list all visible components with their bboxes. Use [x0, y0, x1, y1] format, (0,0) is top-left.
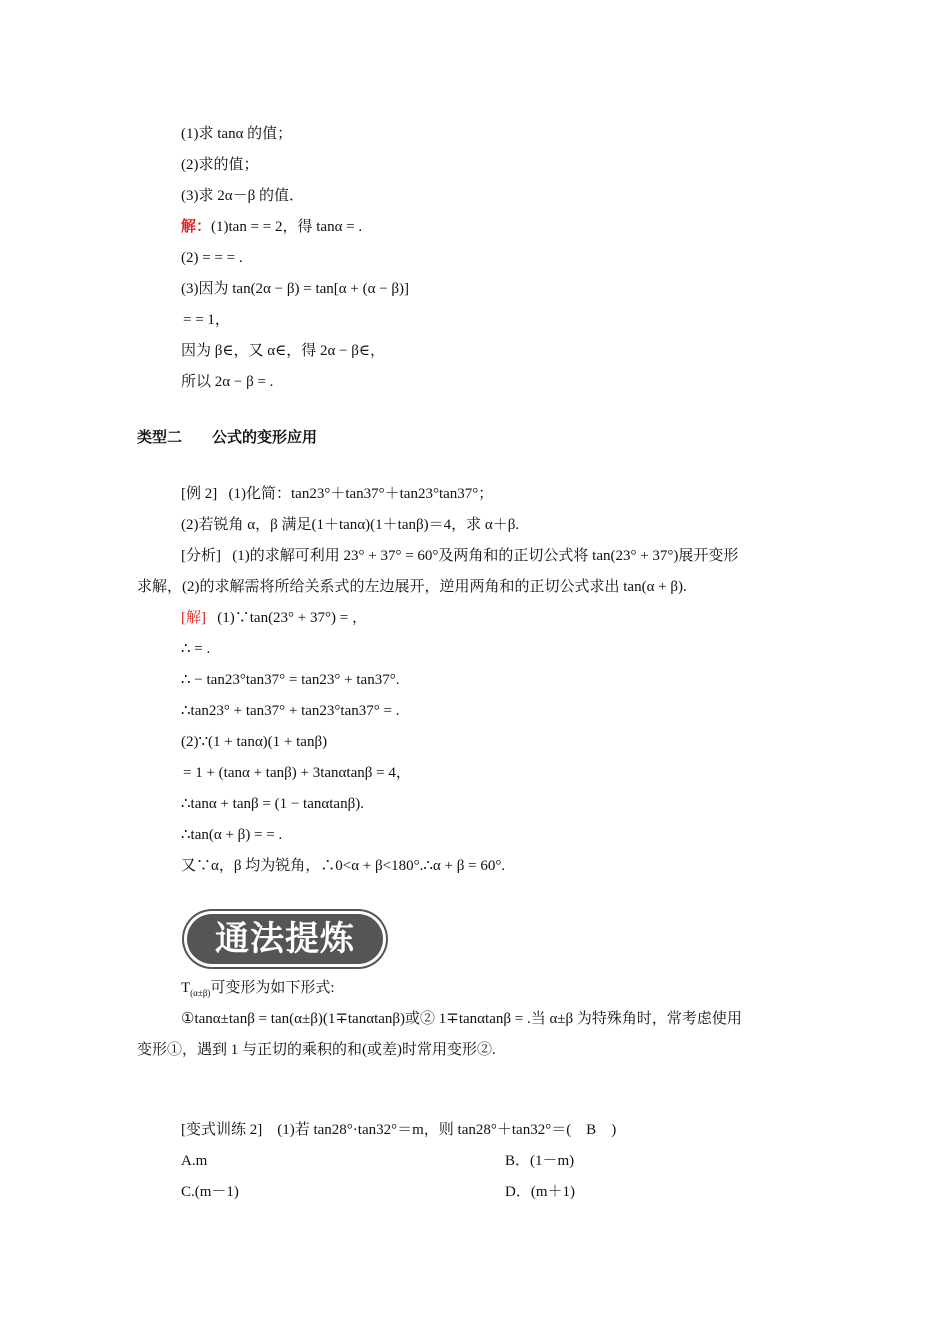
solution-3b: = = 1，: [183, 312, 230, 328]
section-title: 类型二 公式的变形应用: [137, 429, 318, 446]
question-2: (2)求的值；: [181, 157, 259, 173]
question-1: (1)求 tanα 的值；: [181, 126, 293, 142]
analysis-line-1: [181, 546, 738, 566]
solution-1-line: [181, 217, 362, 237]
exercise-2-question: [变式训练 2] (1)若 tan28°·tan32°＝m，则 tan28°＋tan32°＝( B ): [181, 1122, 617, 1138]
analysis-text-1: (1)的求解可利用 23° + 37° = 60°及两角和的正切公式将 tan(23° + 37°)展开变形: [232, 548, 739, 564]
option-a: A.m: [181, 1153, 208, 1169]
option-b: B．(1－m): [505, 1153, 575, 1169]
answer-step-6: = 1 + (tanα + tanβ) + 3tanαtanβ = 4，: [183, 765, 411, 781]
answer-step-3: ∴ − tan23°tan37° = tan23° + tan37°.: [181, 672, 400, 688]
question-3: (3)求 2α－β 的值．: [181, 188, 304, 204]
method-line-1: ①tanα±tanβ = tan(α±β)(1∓tanαtanβ)或② 1∓tanαtanβ = .当 α±β 为特殊角时，常考虑使用: [181, 1011, 742, 1027]
method-summary-badge: [183, 912, 389, 968]
solution-3c: 因为 β∈，又 α∈，得 2α − β∈，: [181, 343, 386, 359]
answer-step-2: ∴ = .: [181, 641, 211, 657]
t-rest: 可变形为如下形式:: [210, 980, 335, 996]
answer-step-5: (2)∵(1 + tanα)(1 + tanβ): [181, 734, 328, 750]
answer-label: [解]: [181, 610, 206, 626]
example-2-line-1: [181, 484, 493, 504]
option-c: C.(m－1): [181, 1184, 239, 1200]
answer-step-8: ∴tan(α + β) = = .: [181, 827, 283, 843]
option-d: D．(m＋1): [505, 1184, 575, 1200]
t-subscript: (α±β): [190, 988, 211, 998]
example-2-label: [例 2]: [181, 486, 218, 502]
solution-3a: (3)因为 tan(2α − β) = tan[α + (α − β)]: [181, 281, 410, 297]
solution-label: 解：: [181, 219, 212, 235]
solution-3d: 所以 2α − β = .: [181, 374, 274, 390]
solution-2: (2) = = = .: [181, 250, 243, 266]
example-2-question-1: (1)化简：tan23°＋tan37°＋tan23°tan37°；: [228, 486, 494, 502]
example-2-question-2: (2)若锐角 α，β 满足(1＋tanα)(1＋tanβ)＝4，求 α＋β.: [181, 517, 520, 533]
answer-step-1: (1)∵tan(23° + 37°) = ，: [217, 610, 367, 626]
method-line-2: 变形①，遇到 1 与正切的乘积的和(或差)时常用变形②.: [137, 1042, 496, 1058]
analysis-text-2: 求解，(2)的求解需将所给关系式的左边展开，逆用两角和的正切公式求出 tan(α + β).: [137, 579, 687, 595]
answer-step-7: ∴tanα + tanβ = (1 − tanαtanβ).: [181, 796, 364, 812]
answer-step-4: ∴tan23° + tan37° + tan23°tan37° = .: [181, 703, 400, 719]
t-symbol: T: [181, 980, 191, 996]
transform-intro: [181, 978, 335, 1003]
solution-1-text: (1)tan = = 2，得 tanα = .: [211, 219, 363, 235]
answer-line-1: [181, 608, 367, 628]
badge-title: 通法提炼: [215, 919, 355, 959]
analysis-label: [分析]: [181, 548, 221, 564]
answer-step-9: 又∵α，β 均为锐角，∴0<α + β<180°.∴α + β = 60°.: [181, 858, 506, 874]
